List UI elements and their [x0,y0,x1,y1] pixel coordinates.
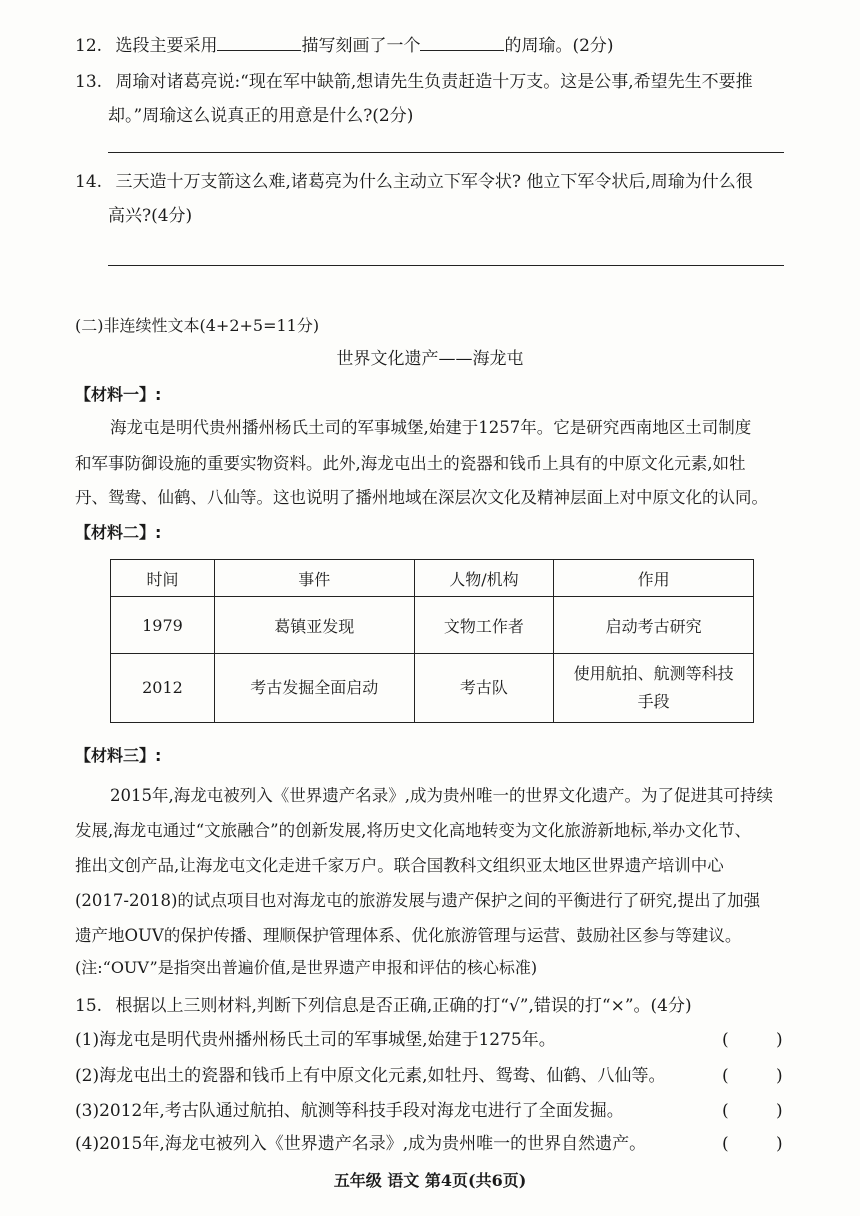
table-cell: 1979 [111,597,215,654]
material-1-label: 【材料一】: [75,385,162,404]
material-1-line: 丹、鸳鸯、仙鹤、八仙等。这也说明了播州地域在深层次文化及精神层面上对中原文化的认同。 [75,488,768,507]
section-title: (二)非连续性文本(4+2+5=11分) [75,316,320,335]
judgement-item: (2)海龙屯出土的瓷器和钱币上有中原文化元素,如牡丹、鸳鸯、仙鹤、八仙等。 [75,1066,666,1086]
answer-paren-open[interactable]: ( [722,1066,729,1086]
question-15 [75,990,692,1022]
question-text: 的周瑜。(2分) [504,36,614,56]
answer-paren-open[interactable]: ( [722,1101,729,1121]
table-row [111,597,754,654]
question-14-line1 [75,166,753,198]
question-text: 三天造十万支箭这么难,诸葛亮为什么主动立下军令状? 他立下军令状后,周瑜为什么很 [115,172,753,192]
material-1-line: 海龙屯是明代贵州播州杨氏土司的军事城堡,始建于1257年。它是研究西南地区土司制度 [110,418,752,437]
material-3-label: 【材料三】: [75,746,162,765]
table-cell-effect [554,654,754,723]
fill-blank[interactable] [420,32,504,51]
material-1-line: 和军事防御设施的重要实物资料。此外,海龙屯出土的瓷器和钱币上具有的中原文化元素,如牡 [75,454,746,473]
material-3-line: 遗产地OUV的保护传播、理顺保护管理体系、优化旅游管理与运营、鼓励社区参与等建议。 [75,926,742,945]
question-13-line2: 却。”周瑜这么说真正的用意是什么?(2分) [108,106,414,126]
fill-blank[interactable] [217,32,301,51]
question-number: 15. [75,996,103,1016]
table-row [111,654,754,723]
table-cell: 2012 [111,654,215,723]
article-title: 世界文化遗产——海龙屯 [336,349,524,369]
table-header: 作用 [554,560,754,597]
question-number: 14. [75,172,103,192]
answer-line[interactable] [108,265,784,266]
table-cell: 启动考古研究 [554,597,754,654]
material-3-line: 2015年,海龙屯被列入《世界遗产名录》,成为贵州唯一的世界文化遗产。为了促进其可持续 [110,786,773,805]
answer-paren-close[interactable]: ) [776,1066,783,1086]
table-header-row [111,560,754,597]
material-2-table [110,559,754,723]
answer-paren-close[interactable]: ) [776,1030,783,1050]
question-13-line1 [75,66,753,98]
question-12 [75,30,614,62]
table-header: 事件 [214,560,414,597]
question-number: 13. [75,72,103,92]
question-number: 12. [75,36,103,56]
table-header: 人物/机构 [414,560,554,597]
question-text: 周瑜对诸葛亮说:“现在军中缺箭,想请先生负责赶造十万支。这是公事,希望先生不要推 [115,72,753,92]
question-14-line2: 高兴?(4分) [108,206,193,226]
material-3-line: 推出文创产品,让海龙屯文化走进千家万户。联合国教科文组织亚太地区世界遗产培训中心 [75,856,724,875]
table-cell: 考古队 [414,654,554,723]
table-header: 时间 [111,560,215,597]
table-cell: 葛镇亚发现 [214,597,414,654]
question-text: 选段主要采用 [115,36,218,56]
judgement-item: (1)海龙屯是明代贵州播州杨氏土司的军事城堡,始建于1275年。 [75,1030,556,1050]
table-cell-line: 使用航拍、航测等科技 [573,664,734,683]
question-text: 描写刻画了一个 [301,36,421,56]
material-3-line: (2017-2018)的试点项目也对海龙屯的旅游发展与遗产保护之间的平衡进行了研究,提出了加强 [75,891,761,910]
material-3-note: (注:“OUV”是指突出普遍价值,是世界遗产申报和评估的核心标准) [75,958,538,977]
answer-paren-close[interactable]: ) [776,1101,783,1121]
material-2-label: 【材料二】: [75,523,162,542]
table-cell: 文物工作者 [414,597,554,654]
answer-paren-open[interactable]: ( [722,1134,729,1154]
table-cell-line: 手段 [637,692,670,711]
page-footer: 五年级 语文 第4页(共6页) [333,1171,527,1190]
table-cell: 考古发掘全面启动 [214,654,414,723]
answer-paren-open[interactable]: ( [722,1030,729,1050]
material-3-line: 发展,海龙屯通过“文旅融合”的创新发展,将历史文化高地转变为文化旅游新地标,举办文化节、 [75,821,752,840]
answer-line[interactable] [108,152,784,153]
question-text: 根据以上三则材料,判断下列信息是否正确,正确的打“√”,错误的打“×”。(4分) [115,996,692,1016]
answer-paren-close[interactable]: ) [776,1134,783,1154]
judgement-item: (4)2015年,海龙屯被列入《世界遗产名录》,成为贵州唯一的世界自然遗产。 [75,1134,647,1154]
judgement-item: (3)2012年,考古队通过航拍、航测等科技手段对海龙屯进行了全面发掘。 [75,1101,624,1121]
